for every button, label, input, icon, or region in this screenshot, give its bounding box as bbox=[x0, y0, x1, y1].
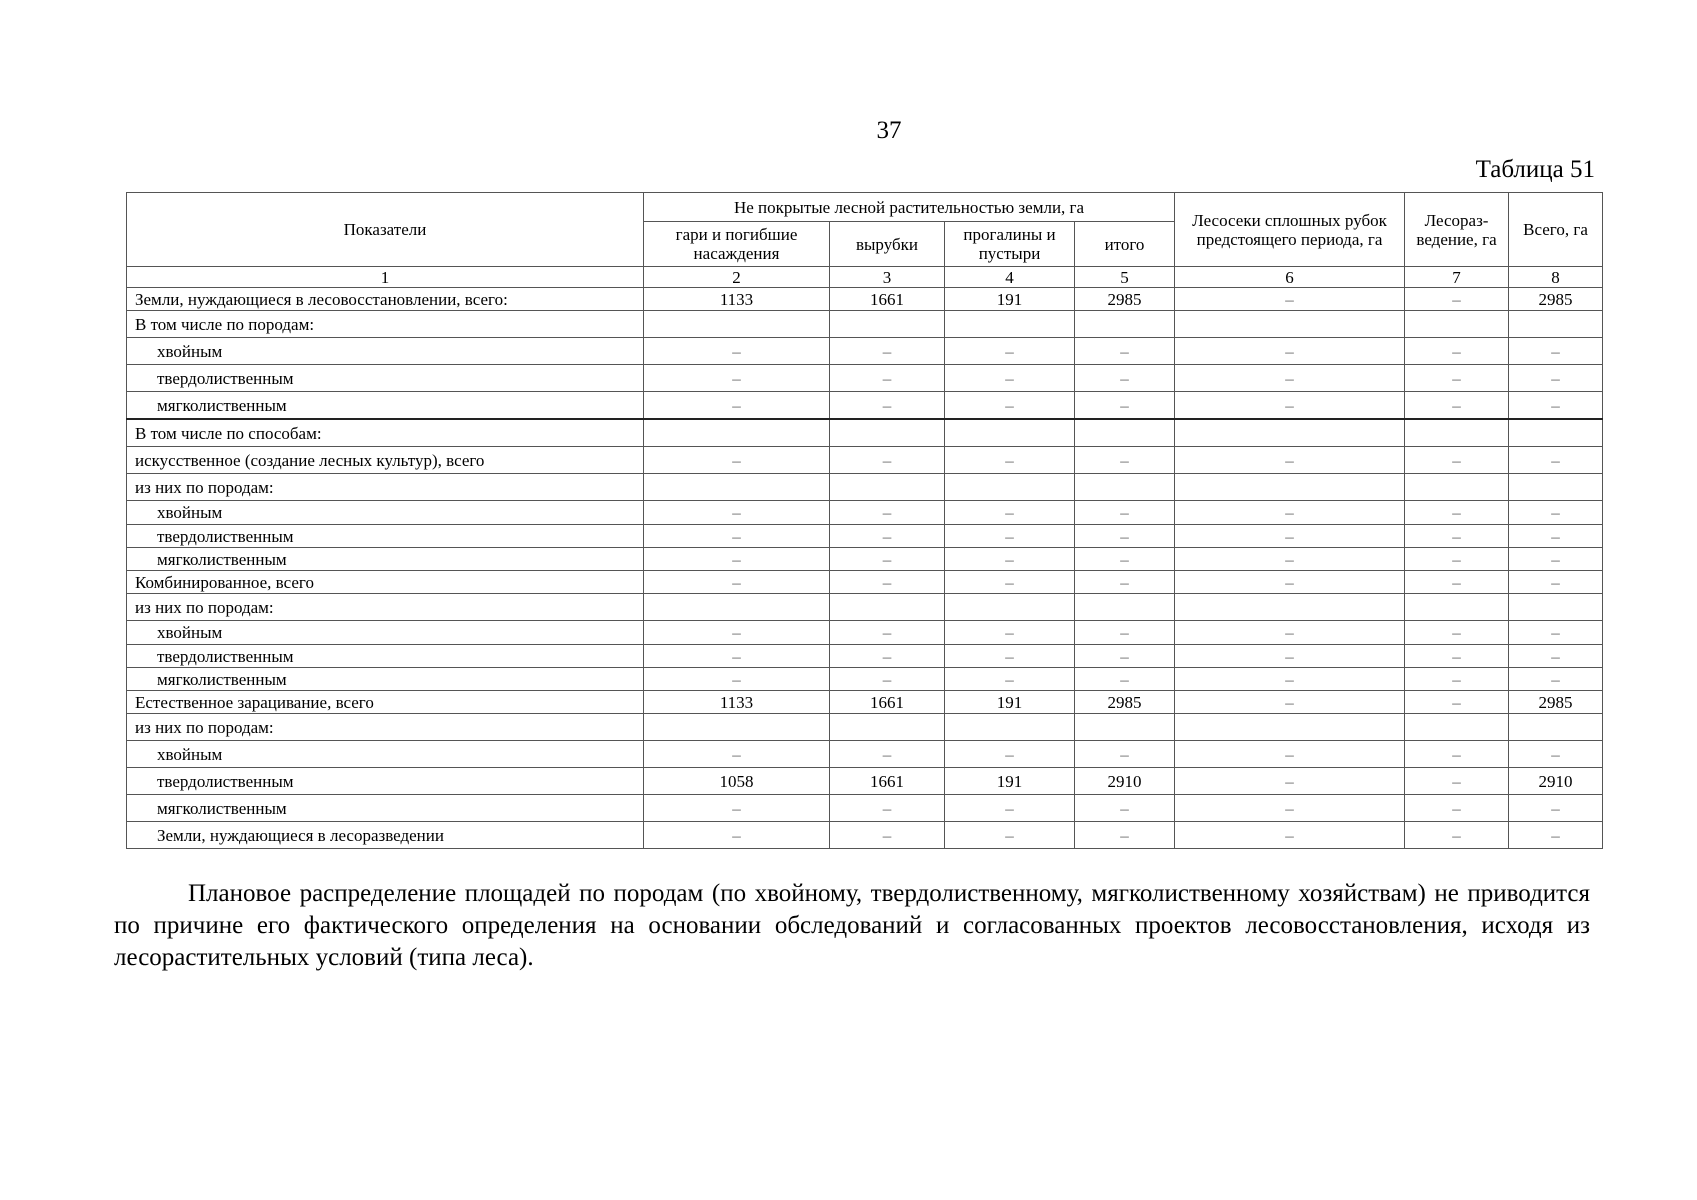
cell-value: – bbox=[1509, 668, 1603, 691]
cell-value: – bbox=[644, 525, 830, 548]
body-paragraph: Плановое распределение площадей по породам (по хвойному, твердолиственному, мягколиственному хозяйствам) не приводится по причине его фактического определения на основании обследований и согласованных проектов лесовосстановления, исходя из лесорастительных условий (типа леса). bbox=[114, 880, 1590, 971]
row-label: хвойным bbox=[127, 741, 644, 768]
cell-value: 191 bbox=[945, 691, 1075, 714]
cell-value bbox=[1175, 594, 1405, 621]
cell-value: – bbox=[1405, 365, 1509, 392]
column-number: 2 bbox=[644, 267, 830, 288]
row-label: В том числе по способам: bbox=[127, 419, 644, 447]
cell-value: – bbox=[1509, 338, 1603, 365]
cell-value: – bbox=[830, 645, 945, 668]
cell-value: – bbox=[1509, 525, 1603, 548]
cell-value: – bbox=[644, 548, 830, 571]
cell-value: – bbox=[830, 447, 945, 474]
row-label: мягколиственным bbox=[127, 795, 644, 822]
table-row bbox=[127, 548, 1603, 571]
header-group-uncovered: Не покрытые лесной растительностью земли, га bbox=[644, 193, 1175, 222]
cell-value bbox=[1175, 714, 1405, 741]
cell-value: – bbox=[1175, 741, 1405, 768]
row-label: искусственное (создание лесных культур), всего bbox=[127, 447, 644, 474]
cell-value bbox=[1075, 714, 1175, 741]
column-number: 6 bbox=[1175, 267, 1405, 288]
table-caption: Таблица 51 bbox=[1475, 156, 1595, 183]
row-label: из них по породам: bbox=[127, 714, 644, 741]
cell-value: – bbox=[945, 501, 1075, 525]
cell-value: – bbox=[830, 338, 945, 365]
cell-value: – bbox=[644, 668, 830, 691]
cell-value bbox=[945, 419, 1075, 447]
header-col5: итого bbox=[1075, 222, 1175, 267]
cell-value: – bbox=[1405, 338, 1509, 365]
header-col8: Всего, га bbox=[1509, 193, 1603, 267]
header-pokazateli: Показатели bbox=[127, 193, 644, 267]
header-col3: вырубки bbox=[830, 222, 945, 267]
row-label: хвойным bbox=[127, 501, 644, 525]
cell-value: – bbox=[1509, 392, 1603, 420]
cell-value: – bbox=[1509, 795, 1603, 822]
cell-value bbox=[1405, 594, 1509, 621]
cell-value: – bbox=[1175, 392, 1405, 420]
cell-value: 1661 bbox=[830, 691, 945, 714]
column-number: 5 bbox=[1075, 267, 1175, 288]
row-label: твердолиственным bbox=[127, 645, 644, 668]
cell-value: – bbox=[830, 501, 945, 525]
cell-value: – bbox=[830, 548, 945, 571]
header-col4: прогалины и пустыри bbox=[945, 222, 1075, 267]
cell-value: – bbox=[1175, 338, 1405, 365]
cell-value: – bbox=[1405, 822, 1509, 849]
cell-value: – bbox=[644, 392, 830, 420]
row-label: Земли, нуждающиеся в лесоразведении bbox=[127, 822, 644, 849]
cell-value: – bbox=[644, 338, 830, 365]
cell-value: – bbox=[1175, 288, 1405, 311]
cell-value bbox=[644, 594, 830, 621]
cell-value: 2985 bbox=[1509, 691, 1603, 714]
cell-value: – bbox=[1075, 741, 1175, 768]
table-row bbox=[127, 714, 1603, 741]
cell-value bbox=[1175, 474, 1405, 501]
cell-value: – bbox=[1175, 768, 1405, 795]
table-row bbox=[127, 645, 1603, 668]
table-body bbox=[127, 267, 1603, 849]
cell-value: – bbox=[1175, 645, 1405, 668]
cell-value: – bbox=[945, 392, 1075, 420]
cell-value bbox=[1405, 474, 1509, 501]
cell-value: – bbox=[945, 795, 1075, 822]
cell-value: – bbox=[1175, 668, 1405, 691]
cell-value: – bbox=[644, 501, 830, 525]
cell-value: – bbox=[1175, 525, 1405, 548]
cell-value: – bbox=[945, 822, 1075, 849]
cell-value bbox=[1075, 594, 1175, 621]
column-number: 7 bbox=[1405, 267, 1509, 288]
cell-value bbox=[945, 594, 1075, 621]
cell-value: – bbox=[644, 645, 830, 668]
cell-value: – bbox=[1175, 691, 1405, 714]
column-number: 8 bbox=[1509, 267, 1603, 288]
cell-value: – bbox=[1405, 768, 1509, 795]
cell-value bbox=[1405, 419, 1509, 447]
row-label: В том числе по породам: bbox=[127, 311, 644, 338]
row-label: мягколиственным bbox=[127, 548, 644, 571]
data-table bbox=[126, 192, 1603, 849]
cell-value: – bbox=[644, 365, 830, 392]
cell-value bbox=[1509, 474, 1603, 501]
table-row bbox=[127, 621, 1603, 645]
header-col6: Лесосеки сплошных рубок предстоящего периода, га bbox=[1175, 193, 1405, 267]
cell-value: – bbox=[644, 741, 830, 768]
cell-value bbox=[644, 311, 830, 338]
row-label: мягколиственным bbox=[127, 392, 644, 420]
cell-value bbox=[644, 474, 830, 501]
cell-value bbox=[1509, 419, 1603, 447]
cell-value: – bbox=[1509, 645, 1603, 668]
cell-value: – bbox=[1175, 501, 1405, 525]
cell-value: 2985 bbox=[1075, 288, 1175, 311]
header-col7: Лесораз-ведение, га bbox=[1405, 193, 1509, 267]
table-row bbox=[127, 571, 1603, 594]
cell-value bbox=[644, 714, 830, 741]
cell-value: – bbox=[1509, 501, 1603, 525]
row-label: Комбинированное, всего bbox=[127, 571, 644, 594]
cell-value bbox=[1405, 714, 1509, 741]
cell-value: – bbox=[644, 822, 830, 849]
cell-value: – bbox=[644, 621, 830, 645]
cell-value: – bbox=[945, 621, 1075, 645]
cell-value: – bbox=[830, 525, 945, 548]
cell-value: – bbox=[1509, 548, 1603, 571]
table-row bbox=[127, 447, 1603, 474]
cell-value: – bbox=[830, 365, 945, 392]
cell-value: 1133 bbox=[644, 691, 830, 714]
cell-value: 1133 bbox=[644, 288, 830, 311]
column-number: 3 bbox=[830, 267, 945, 288]
cell-value: – bbox=[945, 447, 1075, 474]
cell-value bbox=[1075, 311, 1175, 338]
cell-value: – bbox=[1075, 447, 1175, 474]
column-number: 1 bbox=[127, 267, 644, 288]
cell-value: 191 bbox=[945, 768, 1075, 795]
cell-value: – bbox=[644, 571, 830, 594]
cell-value: – bbox=[1075, 822, 1175, 849]
cell-value bbox=[945, 714, 1075, 741]
cell-value: – bbox=[945, 338, 1075, 365]
cell-value bbox=[945, 311, 1075, 338]
cell-value: 191 bbox=[945, 288, 1075, 311]
cell-value: 1661 bbox=[830, 768, 945, 795]
row-label: Земли, нуждающиеся в лесовосстановлении, всего: bbox=[127, 288, 644, 311]
cell-value: – bbox=[945, 571, 1075, 594]
cell-value: – bbox=[1075, 571, 1175, 594]
row-label: хвойным bbox=[127, 621, 644, 645]
column-numbers-row bbox=[127, 267, 1603, 288]
cell-value: 2985 bbox=[1075, 691, 1175, 714]
cell-value bbox=[1075, 419, 1175, 447]
table-row bbox=[127, 795, 1603, 822]
cell-value bbox=[1509, 311, 1603, 338]
row-label: из них по породам: bbox=[127, 594, 644, 621]
cell-value: – bbox=[1175, 447, 1405, 474]
table-row bbox=[127, 392, 1603, 420]
cell-value: – bbox=[1175, 795, 1405, 822]
cell-value bbox=[1075, 474, 1175, 501]
cell-value: – bbox=[830, 571, 945, 594]
cell-value bbox=[830, 594, 945, 621]
row-label: твердолиственным bbox=[127, 365, 644, 392]
row-label: твердолиственным bbox=[127, 768, 644, 795]
cell-value: 2985 bbox=[1509, 288, 1603, 311]
cell-value: – bbox=[830, 392, 945, 420]
cell-value bbox=[830, 419, 945, 447]
header-col2: гари и погибшие насаждения bbox=[644, 222, 830, 267]
table-row bbox=[127, 594, 1603, 621]
cell-value: – bbox=[1175, 365, 1405, 392]
cell-value: – bbox=[1405, 392, 1509, 420]
cell-value: – bbox=[1175, 621, 1405, 645]
cell-value: – bbox=[945, 548, 1075, 571]
cell-value: – bbox=[1405, 501, 1509, 525]
cell-value: – bbox=[830, 668, 945, 691]
cell-value bbox=[830, 311, 945, 338]
cell-value bbox=[830, 714, 945, 741]
cell-value: – bbox=[1405, 691, 1509, 714]
cell-value: – bbox=[1075, 621, 1175, 645]
table-row bbox=[127, 741, 1603, 768]
row-label: хвойным bbox=[127, 338, 644, 365]
cell-value bbox=[1509, 594, 1603, 621]
table-row bbox=[127, 691, 1603, 714]
cell-value bbox=[1405, 311, 1509, 338]
table-row bbox=[127, 338, 1603, 365]
page-number: 37 bbox=[876, 117, 902, 144]
row-label: мягколиственным bbox=[127, 668, 644, 691]
row-label: Естественное зарацивание, всего bbox=[127, 691, 644, 714]
cell-value bbox=[1175, 311, 1405, 338]
cell-value: – bbox=[945, 741, 1075, 768]
cell-value: – bbox=[945, 668, 1075, 691]
cell-value: – bbox=[644, 447, 830, 474]
cell-value: – bbox=[1175, 571, 1405, 594]
cell-value bbox=[945, 474, 1075, 501]
cell-value: – bbox=[830, 741, 945, 768]
cell-value: – bbox=[1405, 447, 1509, 474]
cell-value: – bbox=[1075, 795, 1175, 822]
cell-value: – bbox=[945, 645, 1075, 668]
cell-value: – bbox=[1075, 338, 1175, 365]
cell-value: – bbox=[1175, 548, 1405, 571]
table-row bbox=[127, 525, 1603, 548]
cell-value: – bbox=[644, 795, 830, 822]
cell-value: – bbox=[830, 822, 945, 849]
cell-value: – bbox=[1509, 741, 1603, 768]
table-row bbox=[127, 365, 1603, 392]
cell-value: – bbox=[1405, 525, 1509, 548]
cell-value: – bbox=[1509, 447, 1603, 474]
table-row bbox=[127, 501, 1603, 525]
cell-value: – bbox=[1405, 741, 1509, 768]
table-row bbox=[127, 668, 1603, 691]
cell-value: – bbox=[1075, 365, 1175, 392]
cell-value: – bbox=[1075, 668, 1175, 691]
cell-value: – bbox=[945, 365, 1075, 392]
cell-value: – bbox=[1405, 288, 1509, 311]
cell-value: – bbox=[1509, 571, 1603, 594]
table-row bbox=[127, 768, 1603, 795]
cell-value: 1058 bbox=[644, 768, 830, 795]
cell-value: – bbox=[1405, 571, 1509, 594]
table-row bbox=[127, 474, 1603, 501]
cell-value bbox=[1509, 714, 1603, 741]
cell-value: 2910 bbox=[1509, 768, 1603, 795]
cell-value: – bbox=[1405, 668, 1509, 691]
column-number: 4 bbox=[945, 267, 1075, 288]
cell-value: – bbox=[1509, 365, 1603, 392]
cell-value: – bbox=[830, 621, 945, 645]
cell-value: – bbox=[1405, 621, 1509, 645]
cell-value bbox=[1175, 419, 1405, 447]
cell-value: – bbox=[1175, 822, 1405, 849]
cell-value: – bbox=[945, 525, 1075, 548]
cell-value: – bbox=[830, 795, 945, 822]
table-row bbox=[127, 311, 1603, 338]
cell-value: – bbox=[1509, 621, 1603, 645]
row-label: твердолиственным bbox=[127, 525, 644, 548]
table-row bbox=[127, 419, 1603, 447]
cell-value: – bbox=[1075, 392, 1175, 420]
cell-value: – bbox=[1405, 795, 1509, 822]
row-label: из них по породам: bbox=[127, 474, 644, 501]
table-row bbox=[127, 822, 1603, 849]
cell-value: – bbox=[1075, 645, 1175, 668]
cell-value: 2910 bbox=[1075, 768, 1175, 795]
cell-value: – bbox=[1075, 548, 1175, 571]
table-row bbox=[127, 288, 1603, 311]
cell-value bbox=[644, 419, 830, 447]
cell-value: – bbox=[1509, 822, 1603, 849]
cell-value bbox=[830, 474, 945, 501]
cell-value: – bbox=[1075, 525, 1175, 548]
cell-value: 1661 bbox=[830, 288, 945, 311]
cell-value: – bbox=[1405, 645, 1509, 668]
cell-value: – bbox=[1075, 501, 1175, 525]
cell-value: – bbox=[1405, 548, 1509, 571]
